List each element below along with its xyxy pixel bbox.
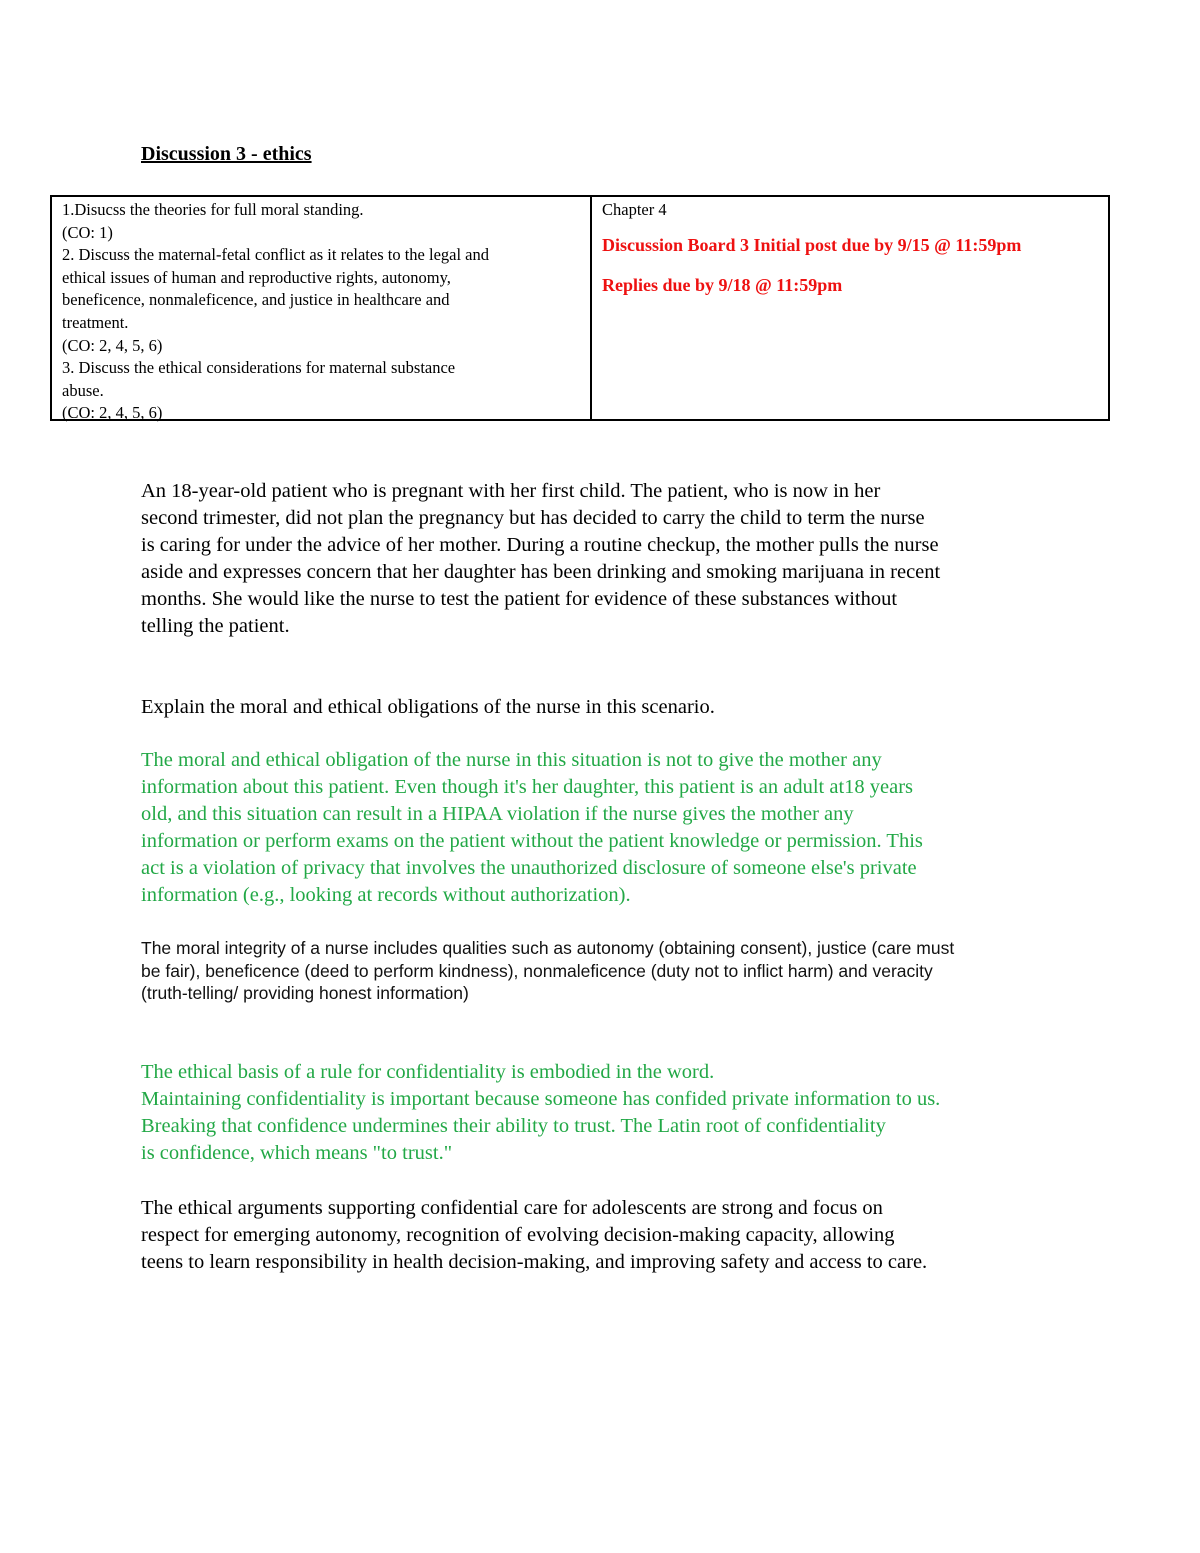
answer-line: Maintaining confidentiality is important because someone has confided private information to us. — [141, 1088, 941, 1110]
answer-line: The ethical arguments supporting confidential care for adolescents are strong and focus on — [141, 1197, 883, 1219]
answer-hipaa-paragraph — [141, 747, 1081, 909]
answer-line: respect for emerging autonomy, recognition of evolving decision-making capacity, allowing — [141, 1224, 895, 1246]
scenario-line: An 18-year-old patient who is pregnant with her first child. The patient, who is now in her — [141, 480, 881, 502]
objective-line: ethical issues of human and reproductive rights, autonomy, — [62, 267, 451, 287]
answer-line: be fair), beneficence (deed to perform kindness), nonmaleficence (duty not to inflict harm) and veracity — [141, 960, 933, 981]
replies-due: Replies due by 9/18 @ 11:59pm — [602, 275, 843, 296]
answer-line: The ethical basis of a rule for confidentiality is embodied in the word. — [141, 1061, 715, 1083]
scenario-line: second trimester, did not plan the pregnancy but has decided to carry the child to term the nurse — [141, 507, 925, 529]
objective-line: 1.Disucss the theories for full moral standing. — [62, 200, 364, 219]
scenario-line: telling the patient. — [141, 615, 290, 637]
answer-line: act is a violation of privacy that involves the unauthorized disclosure of someone else's private — [141, 857, 917, 879]
answer-line: Breaking that confidence undermines their ability to trust. The Latin root of confidentiality — [141, 1115, 886, 1137]
answer-line: is confidence, which means "to trust." — [141, 1142, 453, 1164]
objectives-table — [50, 195, 1110, 421]
scenario-line: months. She would like the nurse to test the patient for evidence of these substances without — [141, 588, 898, 610]
answer-line: information (e.g., looking at records without authorization). — [141, 884, 631, 906]
confidentiality-paragraph — [141, 1059, 1081, 1167]
answer-line: (truth-telling/ providing honest information) — [141, 983, 469, 1004]
objective-line: (CO: 1) — [62, 222, 113, 242]
answer-line: The moral and ethical obligation of the nurse in this situation is not to give the mother any — [141, 749, 882, 771]
page-title: Discussion 3 - ethics — [141, 143, 312, 165]
answer-line: old, and this situation can result in a HIPAA violation if the nurse gives the mother any — [141, 803, 854, 825]
objective-line: (CO: 2, 4, 5, 6) — [62, 403, 163, 423]
objective-line: abuse. — [62, 380, 104, 400]
question-paragraph — [141, 694, 1081, 721]
question-line: Explain the moral and ethical obligations of the nurse in this scenario. — [141, 696, 715, 718]
scenario-line: aside and expresses concern that her daughter has been drinking and smoking marijuana in recent — [141, 561, 941, 583]
answer-line: The moral integrity of a nurse includes qualities such as autonomy (obtaining consent), justice (care must — [141, 938, 955, 958]
chapter-label: Chapter 4 — [602, 200, 667, 219]
initial-post-due: Discussion Board 3 Initial post due by 9/15 @ 11:59pm — [602, 234, 1022, 255]
due-dates-cell — [592, 197, 1108, 419]
answer-line: information or perform exams on the patient without the patient knowledge or permission. This — [141, 830, 923, 852]
answer-line: information about this patient. Even though it's her daughter, this patient is an adult at18 years — [141, 776, 914, 798]
objective-line: 3. Discuss the ethical considerations for maternal substance — [62, 358, 456, 378]
objective-line: (CO: 2, 4, 5, 6) — [62, 335, 163, 355]
scenario-line: is caring for under the advice of her mother. During a routine checkup, the mother pulls the nurse — [141, 534, 939, 556]
scenario-paragraph — [141, 478, 1081, 640]
objective-line: 2. Discuss the maternal-fetal conflict as it relates to the legal and — [62, 245, 490, 265]
learning-objectives-cell — [52, 197, 592, 423]
objective-line: treatment. — [62, 312, 129, 332]
adolescent-care-paragraph — [141, 1195, 1081, 1276]
moral-integrity-paragraph — [141, 937, 1081, 1005]
objective-line: beneficence, nonmaleficence, and justice in healthcare and — [62, 290, 450, 310]
answer-line: teens to learn responsibility in health decision-making, and improving safety and access to care. — [141, 1251, 928, 1273]
